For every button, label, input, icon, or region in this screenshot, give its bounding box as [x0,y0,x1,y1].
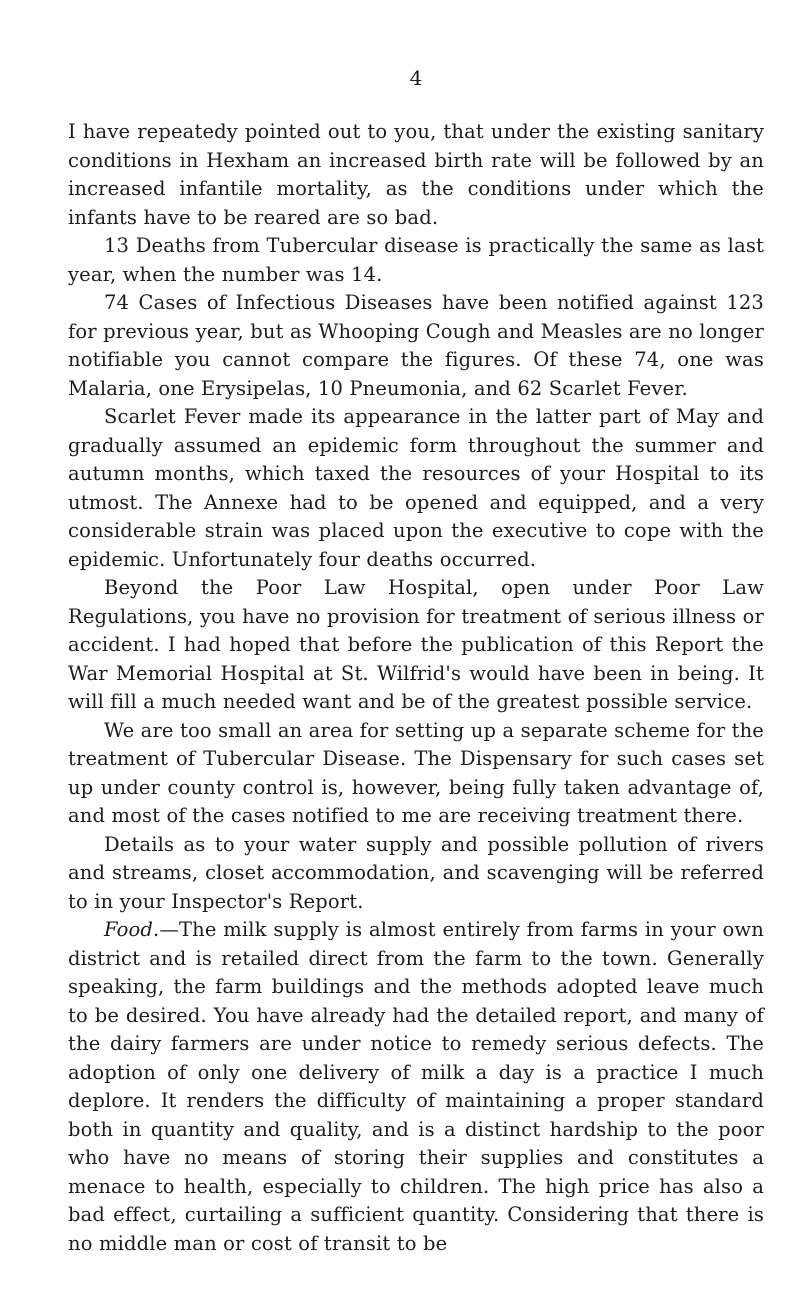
paragraph-infectious-diseases: 74 Cases of Infectious Diseases have been notified against 123 for previous year, but as Whooping Cough and Measles are no longer notifiable you cannot compare the figures. Of these 74, one was Malaria, one Erysipelas, 10 Pneumonia, and 62 Scarlet Fever. [68,291,764,400]
paragraph-scarlet-fever: Scarlet Fever made its appearance in the latter part of May and gradually assumed an epidemic form throughout the summer and autumn months, which taxed the resources of your Hospital to its utmost. The Annexe had to be opened and equipped, and a very considerable strain was placed upon the executive to cope with the epidemic. Unfortunately four deaths occurred. [68,405,764,571]
paragraph-tubercular-scheme: We are too small an area for setting up a separate scheme for the treatment of Tubercular Disease. The Dispensary for such cases set up under county control is, however, being fully taken advantage of, and most of the cases notified to me are receiving treatment there. [68,718,764,827]
paragraph-water-supply: Details as to your water supply and possible pollution of rivers and streams, closet accommodation, and scavenging will be referred to in your Inspector's Report. [68,832,764,913]
food-heading: Food. [104,918,160,941]
food-text: —The milk supply is almost entirely from farms in your own district and is retailed direct from the farm to the town. Generally speaking, the farm buildings and the methods adopted leave much to be desired. You have already had the detailed report, and many of the dairy farmers are under notice to remedy serious defects. The adoption of only one delivery of milk a day is a practice I much deplore. It renders the difficulty of maintaining a proper standard both in quantity and quality, and is a distinct hardship to the poor who have no means of storing their supplies and constitutes a menace to health, especially to children. The high price has also a bad effect, curtailing a sufficient quantity. Considering that there is no middle man or cost of transit to be [68,918,764,1255]
paragraph-tubercular-deaths: 13 Deaths from Tubercular disease is practically the same as last year, when the number was 14. [68,234,764,286]
report-body [68,118,764,1258]
page-number: 4 [409,66,423,90]
paragraph-birth-rate: I have repeatedy pointed out to you, that under the existing sanitary conditions in Hexham an increased birth rate will be followed by an increased infantile mortality, as the conditions under which the infants have to be reared are so bad. [68,120,764,229]
paragraph-hospital-provision: Beyond the Poor Law Hospital, open under Poor Law Regulations, you have no provision for treatment of serious illness or accident. I had hoped that before the publication of this Report the War Memorial Hospital at St. Wilfrid's would have been in being. It will fill a much needed want and be of the greatest possible service. [68,576,764,713]
paragraph-food [68,916,764,1258]
